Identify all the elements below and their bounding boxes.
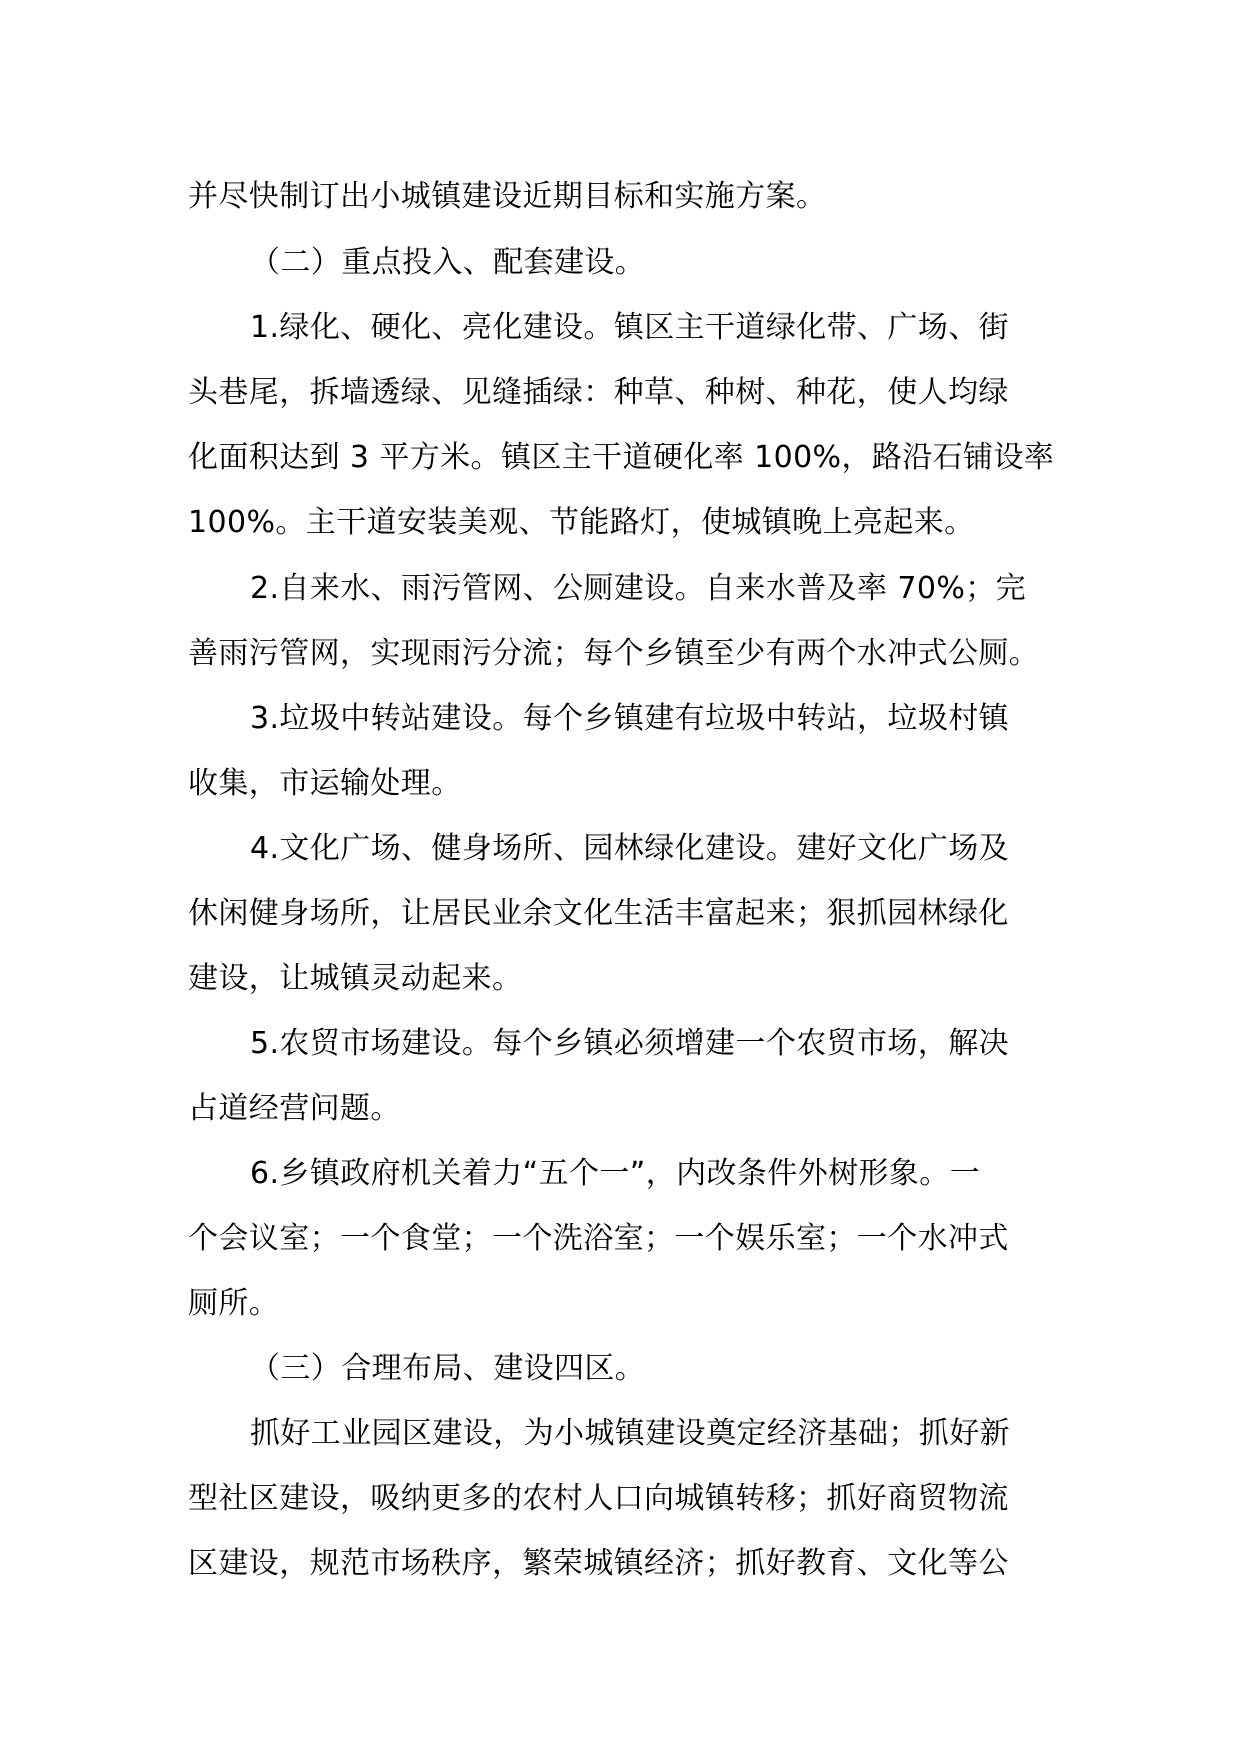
- text-line: 善雨污管网，实现雨污分流；每个乡镇至少有两个水冲式公厕。: [188, 636, 1040, 671]
- text-line: 并尽快制订出小城镇建设近期目标和实施方案。: [188, 179, 827, 214]
- text-line: 个会议室；一个食堂；一个洗浴室；一个娱乐室；一个水冲式: [188, 1221, 1009, 1256]
- text-line: 抓好工业园区建设，为小城镇建设奠定经济基础；抓好新: [250, 1416, 1010, 1451]
- section-heading: （二）重点投入、配套建设。: [250, 245, 646, 280]
- section-heading: （三）合理布局、建设四区。: [250, 1351, 646, 1386]
- text-line: 区建设，规范市场秩序，繁荣城镇经济；抓好教育、文化等公: [188, 1546, 1009, 1581]
- text-line: 建设，让城镇灵动起来。: [188, 961, 523, 996]
- text-line: 2.自来水、雨污管网、公厕建设。自来水普及率 70%；完: [250, 571, 1027, 606]
- text-line: 1.绿化、硬化、亮化建设。镇区主干道绿化带、广场、街: [250, 310, 1010, 345]
- text-line: 占道经营问题。: [188, 1091, 401, 1126]
- text-line: 厕所。: [188, 1286, 280, 1321]
- text-line: 休闲健身场所，让居民业余文化生活丰富起来；狠抓园林绿化: [188, 896, 1009, 931]
- text-line: 头巷尾，拆墙透绿、见缝插绿：种草、种树、种花，使人均绿: [188, 375, 1009, 410]
- text-line: 型社区建设，吸纳更多的农村人口向城镇转移；抓好商贸物流: [188, 1481, 1009, 1516]
- text-line: 5.农贸市场建设。每个乡镇必须增建一个农贸市场，解决: [250, 1026, 1010, 1061]
- text-line: 4.文化广场、健身场所、园林绿化建设。建好文化广场及: [250, 831, 1010, 866]
- text-line: 3.垃圾中转站建设。每个乡镇建有垃圾中转站，垃圾村镇: [250, 701, 1010, 736]
- text-line: 化面积达到 3 平方米。镇区主干道硬化率 100%，路沿石铺设率: [188, 440, 1055, 475]
- text-line: 收集，市运输处理。: [188, 766, 462, 801]
- text-line: 100%。主干道安装美观、节能路灯，使城镇晚上亮起来。: [188, 505, 975, 540]
- text-line: 6.乡镇政府机关着力“五个一”，内改条件外树形象。一: [250, 1156, 981, 1191]
